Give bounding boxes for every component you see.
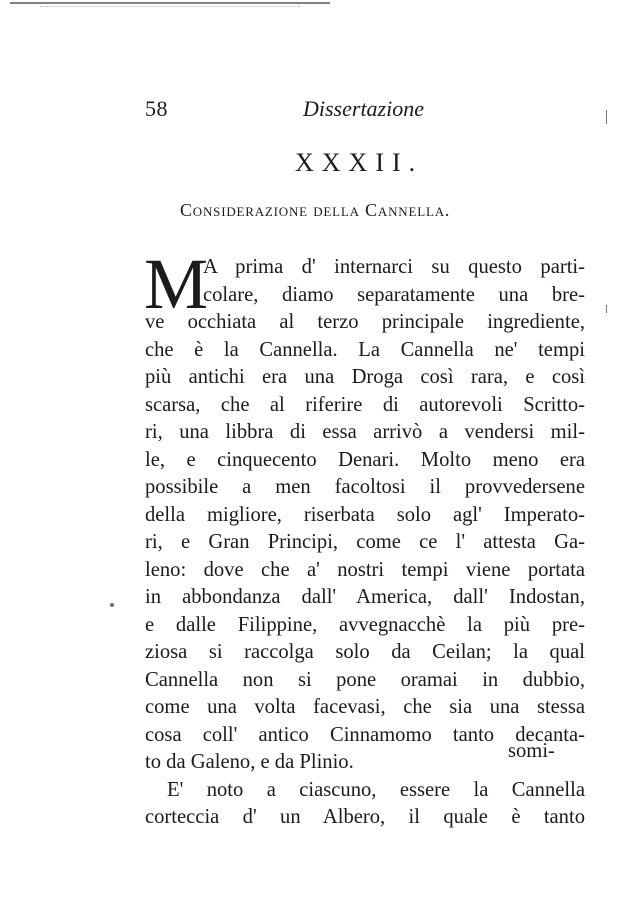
text-line: colare, diamo separatamente una bre- (203, 283, 585, 306)
paper-edge-mark (606, 110, 607, 124)
text-line: Cannella non si pone oramai in dubbio, (145, 668, 585, 691)
text-line: ri, e Gran Principi, come ce l' attesta Ga- (145, 531, 585, 553)
text-line: ri, una libbra di essa arrivò a vendersi mil- (145, 421, 585, 443)
catchword: somi- (508, 740, 555, 762)
text-line: della migliore, riserbata solo agl' Imperato- (145, 503, 585, 526)
text-line: e dalle Filippine, avvegnacchè la più pre- (145, 613, 585, 636)
text-line: che è la Cannella. La Cannella ne' tempi (145, 338, 585, 361)
paper-edge-mark (606, 305, 607, 313)
chapter-number: XXXII. (295, 148, 424, 177)
section-title: Considerazione della Cannella. (180, 200, 451, 220)
text-line: A prima d' internarci su questo parti- (203, 256, 585, 278)
text-line: cosa coll' antico Cinnamomo tanto decanta- (145, 723, 585, 746)
text-line: in abbondanza dall' America, dall' Indostan, (145, 586, 585, 608)
text-line: corteccia d' un Albero, il quale è tanto (145, 806, 585, 828)
paper-speck (110, 603, 114, 607)
text-line: ziosa si raccolga solo da Ceilan; la qual (145, 641, 585, 663)
page-number: 58 (145, 96, 168, 121)
text-line: scarsa, che al riferire di autorevoli Scritto- (145, 393, 585, 416)
text-line: più antichi era una Droga così rara, e così (145, 366, 585, 388)
text-line: possibile a men facoltosi il provvedersene (145, 476, 585, 498)
text-line: le, e cinquecento Denari. Molto meno era (145, 448, 585, 471)
text-line: E' noto a ciascuno, essere la Cannella (167, 778, 585, 801)
text-line: come una volta facevasi, che sia una stessa (145, 696, 585, 718)
drop-cap: M (144, 244, 209, 324)
running-head (145, 96, 445, 126)
text-line: to da Galeno, e da Plinio. (145, 751, 354, 773)
text-line: leno: dove che a' nostri tempi viene portata (145, 558, 585, 581)
page-edge-rule (10, 2, 330, 4)
page-edge-rule-faint (40, 6, 300, 7)
running-title: Dissertazione (303, 96, 424, 121)
text-line: ve occhiata al terzo principale ingrediente, (145, 311, 585, 333)
